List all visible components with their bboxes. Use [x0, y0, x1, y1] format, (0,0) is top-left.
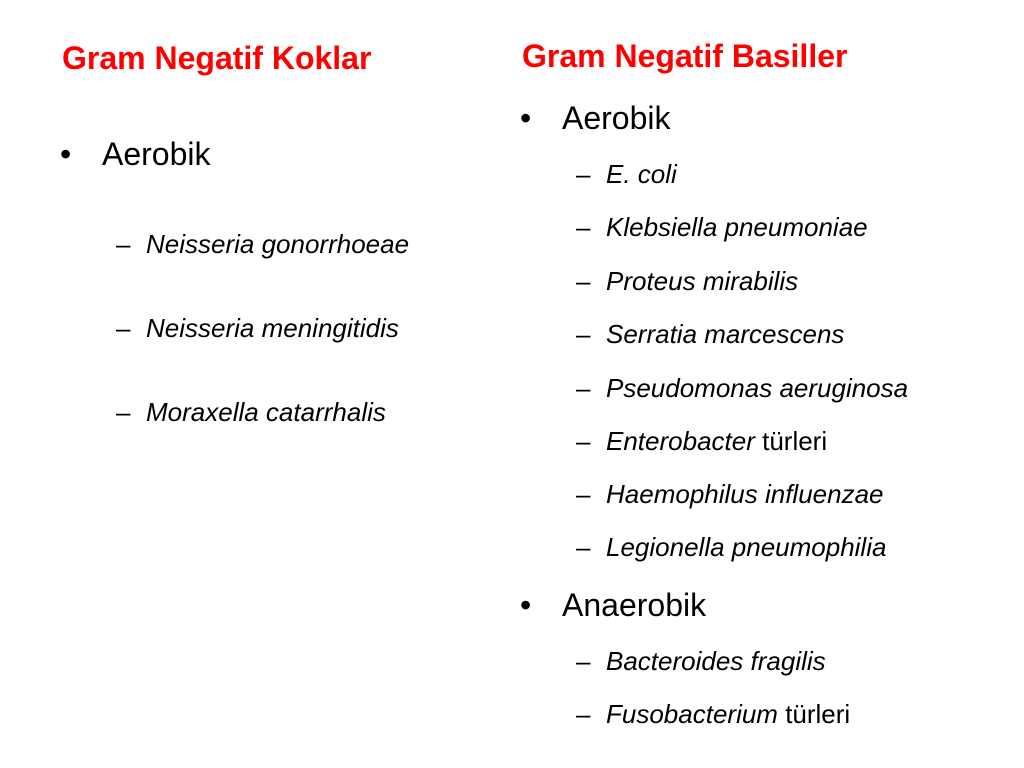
right-heading: Gram Negatif Basiller [522, 38, 848, 74]
group-label: Anaerobik [562, 587, 707, 623]
dash-icon: – [576, 159, 591, 189]
group-label: Aerobik [562, 100, 671, 136]
list-item-text: Neisseria meningitidis [146, 313, 399, 343]
dash-icon: – [576, 699, 591, 729]
dash-icon: – [576, 646, 591, 676]
dash-icon: – [576, 266, 591, 296]
list-item-text: Serratia marcescens [606, 319, 845, 349]
list-item-text: Bacteroides fragilis [606, 646, 826, 676]
dash-icon: – [576, 479, 591, 509]
list-item-text: Klebsiella pneumoniae [606, 212, 868, 242]
list-item-text: E. coli [606, 159, 677, 189]
list-item-text: Proteus mirabilis [606, 266, 799, 296]
dash-icon: – [116, 229, 131, 259]
left-heading: Gram Negatif Koklar [62, 40, 372, 76]
dash-icon: – [576, 373, 591, 403]
group-label: Aerobik [102, 136, 211, 172]
dash-icon: – [116, 313, 131, 343]
bullet-icon: • [520, 100, 532, 136]
list-item-text: Fusobacterium türleri [606, 699, 851, 729]
dash-icon: – [116, 397, 131, 427]
list-item-text: Legionella pneumophilia [606, 532, 887, 562]
dash-icon: – [576, 319, 591, 349]
dash-icon: – [576, 212, 591, 242]
list-item-text: Haemophilus influenzae [606, 479, 884, 509]
list-item-text: Enterobacter türleri [606, 426, 828, 456]
bullet-icon: • [520, 587, 532, 623]
dash-icon: – [576, 426, 591, 456]
list-item-text: Neisseria gonorrhoeae [146, 229, 410, 259]
list-item-text: Pseudomonas aeruginosa [606, 373, 909, 403]
list-item-text: Moraxella catarrhalis [146, 397, 386, 427]
dash-icon: – [576, 532, 591, 562]
bullet-icon: • [60, 136, 72, 172]
